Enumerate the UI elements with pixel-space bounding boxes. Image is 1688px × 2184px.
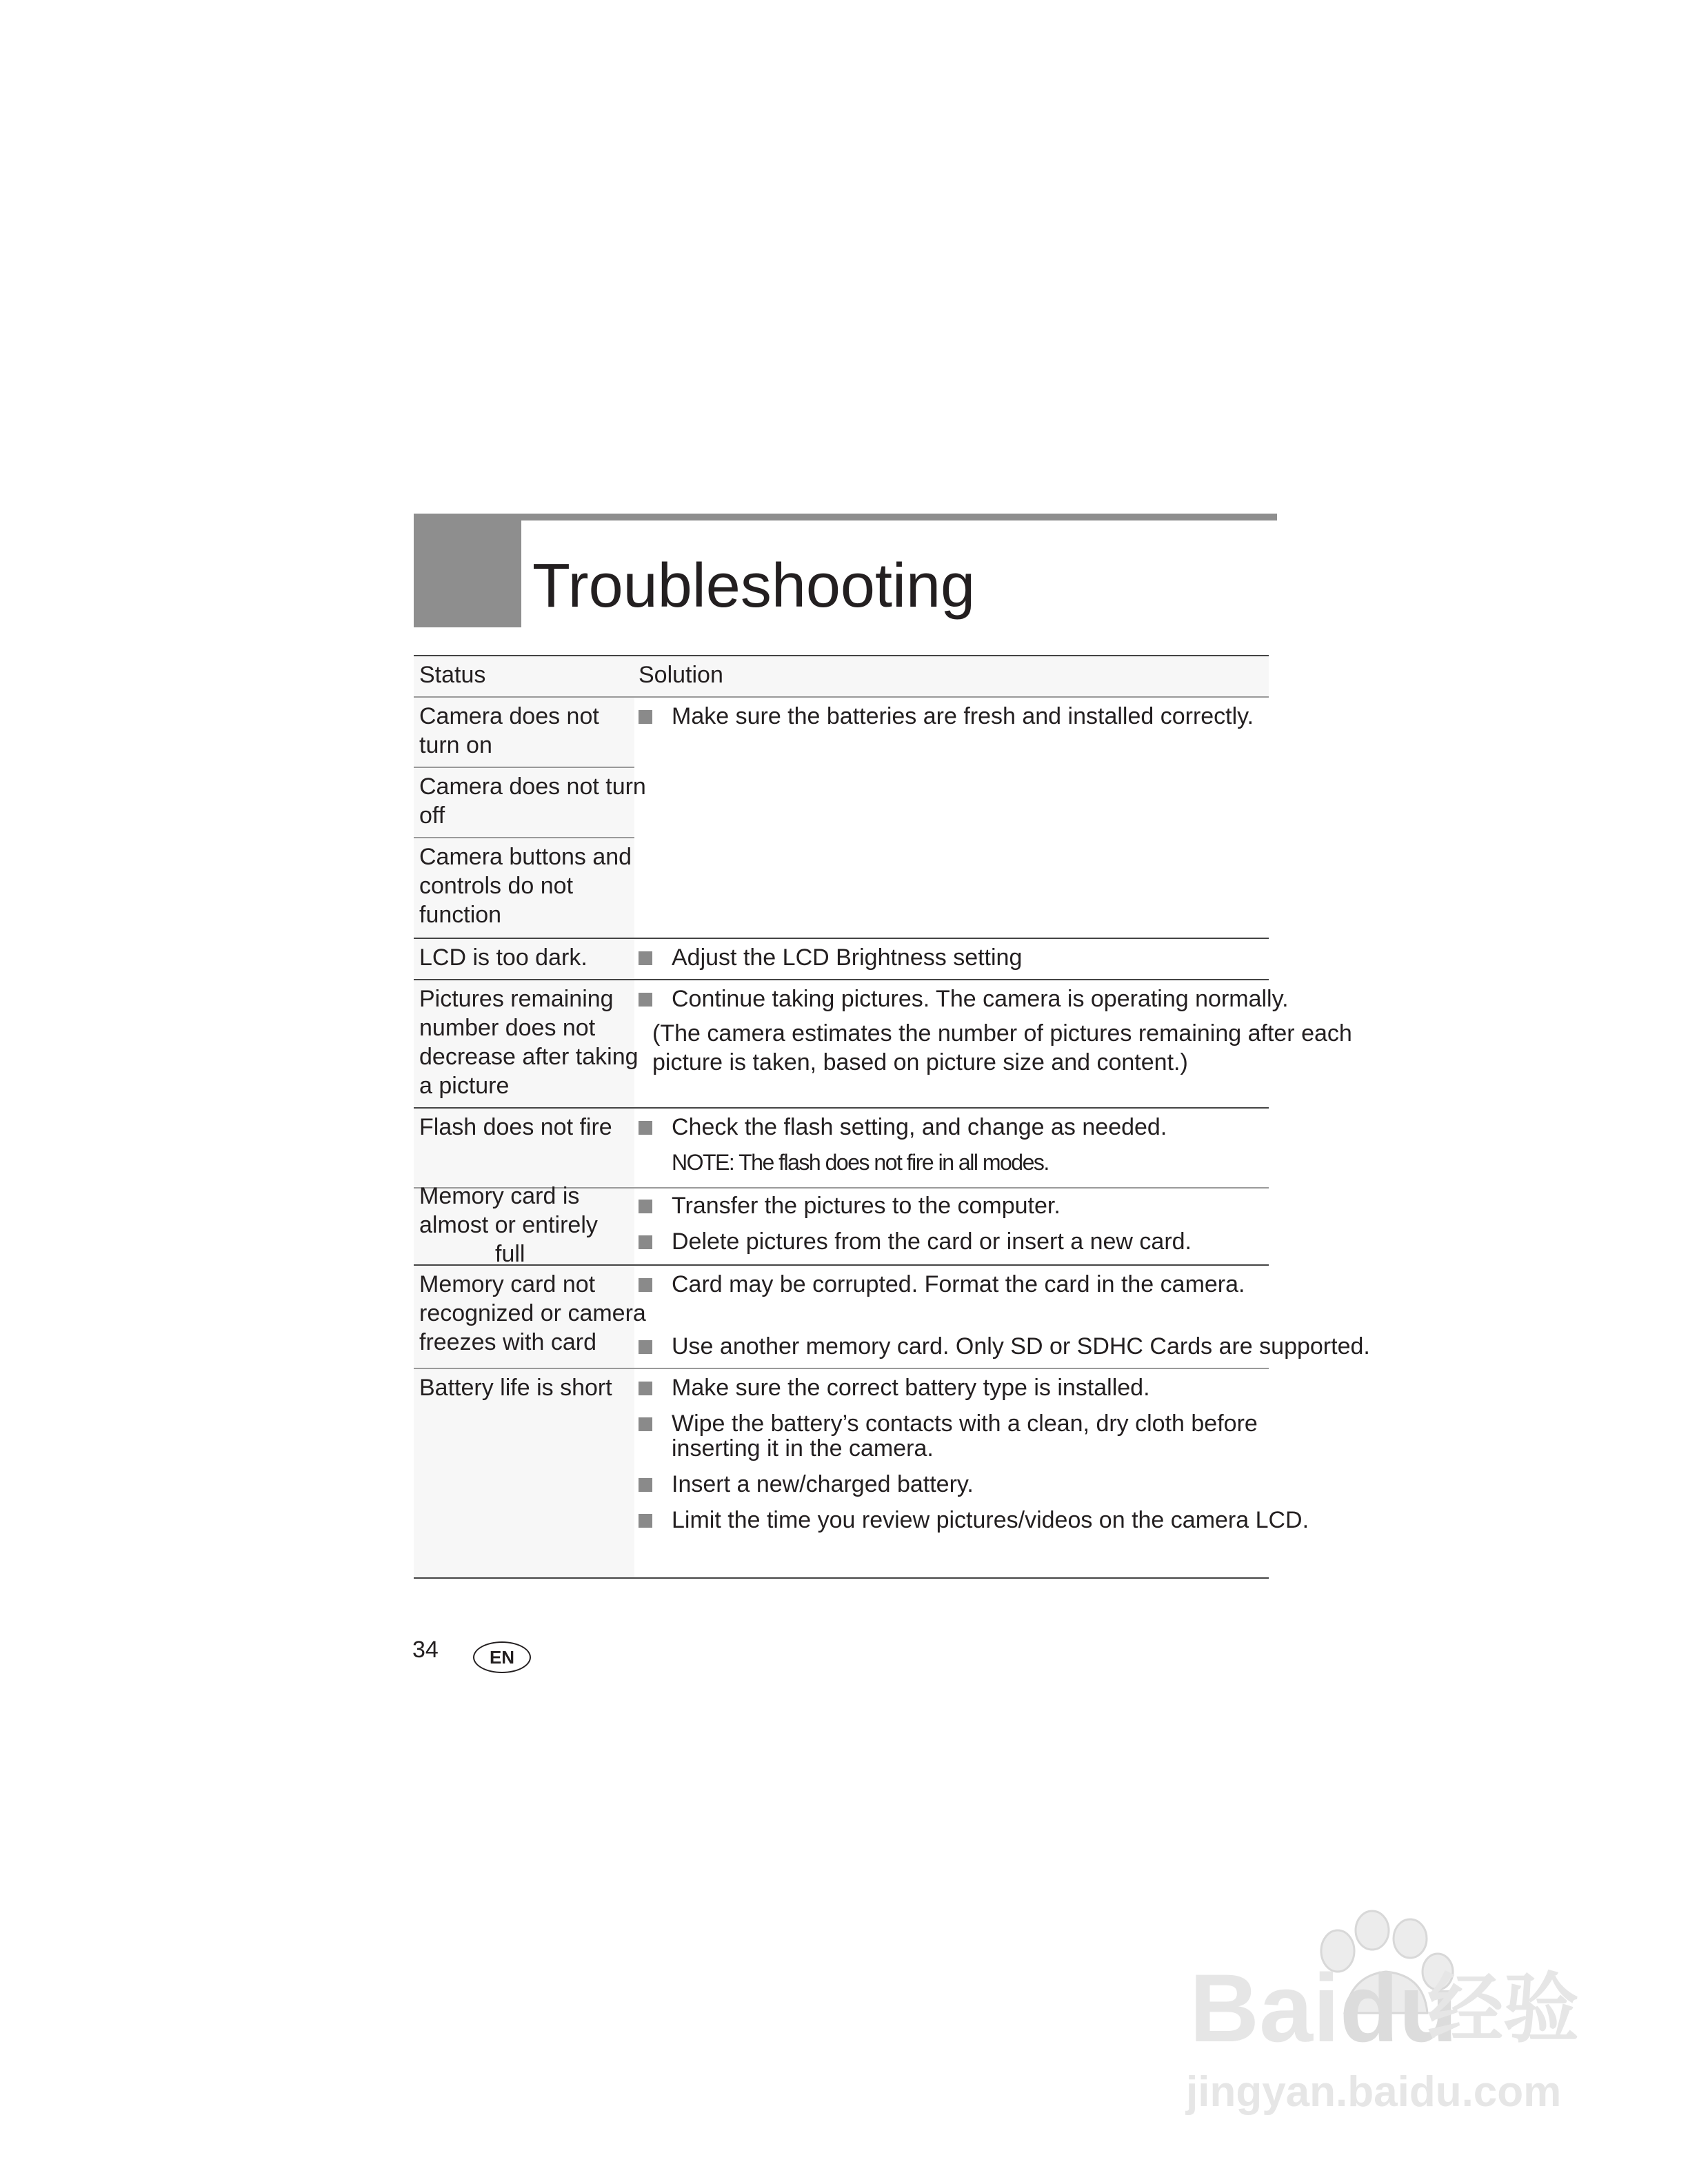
status-text: recognized or camera	[419, 1300, 646, 1326]
status-text: Memory card not	[419, 1271, 596, 1297]
square-bullet-icon	[639, 951, 652, 965]
solution-text: Continue taking pictures. The camera is operating normally.	[672, 986, 1289, 1012]
status-text: almost or entirely	[419, 1212, 598, 1238]
watermark-brand-text: Bai	[1189, 1954, 1340, 2062]
status-text: freezes with card	[419, 1329, 596, 1355]
status-text: function	[419, 902, 502, 928]
solution-text: Check the flash setting, and change as needed.	[672, 1114, 1167, 1140]
status-text: Camera does not turn	[419, 774, 646, 800]
solution-text: Use another memory card. Only SD or SDHC Cards are supported.	[672, 1333, 1370, 1359]
watermark-cn: 经验	[1427, 1967, 1579, 2052]
table-bottom-rule	[414, 1577, 1269, 1579]
status-text: a picture	[419, 1073, 510, 1099]
solution-text: Insert a new/charged battery.	[672, 1471, 974, 1497]
row-divider	[414, 1264, 1269, 1266]
solution-text: Make sure the correct battery type is installed.	[672, 1375, 1150, 1401]
status-text: Battery life is short	[419, 1375, 612, 1401]
square-bullet-icon	[639, 710, 652, 724]
square-bullet-icon	[639, 1278, 652, 1292]
square-bullet-icon	[639, 1121, 652, 1135]
header-block	[414, 514, 521, 627]
solution-text: Transfer the pictures to the computer.	[672, 1193, 1061, 1219]
solution-text: Limit the time you review pictures/videos on the camera LCD.	[672, 1507, 1309, 1533]
solution-text: Delete pictures from the card or insert a new card.	[672, 1228, 1192, 1255]
status-text: Pictures remaining	[419, 986, 614, 1012]
solution-text: Card may be corrupted. Format the card in the camera.	[672, 1271, 1245, 1297]
solution-text: inserting it in the camera.	[672, 1435, 934, 1462]
table-top-rule	[414, 655, 1269, 656]
status-text: number does not	[419, 1015, 596, 1041]
status-text: Camera buttons and	[419, 844, 632, 870]
solution-note: picture is taken, based on picture size and content.)	[652, 1049, 1188, 1075]
status-text: controls do not	[419, 873, 574, 899]
solution-text: Adjust the LCD Brightness setting	[672, 944, 1023, 971]
square-bullet-icon	[639, 1382, 652, 1395]
status-text: LCD is too dark.	[419, 944, 587, 971]
page-title: Troubleshooting	[532, 552, 976, 620]
language-badge: EN	[473, 1641, 531, 1673]
square-bullet-icon	[639, 1514, 652, 1528]
column-header-status: Status	[419, 662, 486, 688]
header-rule	[414, 514, 1277, 520]
row-divider	[414, 938, 1269, 939]
square-bullet-icon	[639, 1200, 652, 1213]
status-text: Camera does not	[419, 703, 599, 729]
square-bullet-icon	[639, 1417, 652, 1431]
row-divider	[414, 837, 634, 838]
column-header-solution: Solution	[639, 662, 723, 688]
status-text: Flash does not fire	[419, 1114, 612, 1140]
status-text: turn on	[419, 732, 492, 758]
status-text: decrease after taking	[419, 1044, 639, 1070]
square-bullet-icon	[639, 1340, 652, 1354]
flash-note: NOTE: The flash does not fire in all modes.	[672, 1150, 1049, 1175]
square-bullet-icon	[639, 1478, 652, 1492]
solution-text: Wipe the battery’s contacts with a clean, dry cloth before	[672, 1410, 1258, 1437]
status-text: off	[419, 802, 445, 829]
watermark-url: jingyan.baidu.com	[1186, 2068, 1562, 2116]
row-divider	[414, 979, 1269, 980]
square-bullet-icon	[639, 993, 652, 1007]
watermark-brand-text-2: du	[1339, 1954, 1458, 2062]
table-header-background	[414, 656, 1269, 696]
status-text: full	[495, 1241, 525, 1267]
header-rule-bottom	[414, 696, 1269, 698]
row-divider	[414, 767, 634, 768]
row-divider	[414, 1368, 1269, 1369]
watermark-brand	[1189, 1954, 1458, 2062]
solution-note: (The camera estimates the number of pictures remaining after each	[652, 1020, 1352, 1046]
row-divider	[414, 1107, 1269, 1109]
square-bullet-icon	[639, 1235, 652, 1249]
page-number: 34	[412, 1637, 439, 1663]
status-text: Memory card is	[419, 1183, 580, 1209]
solution-text: Make sure the batteries are fresh and installed correctly.	[672, 703, 1254, 729]
